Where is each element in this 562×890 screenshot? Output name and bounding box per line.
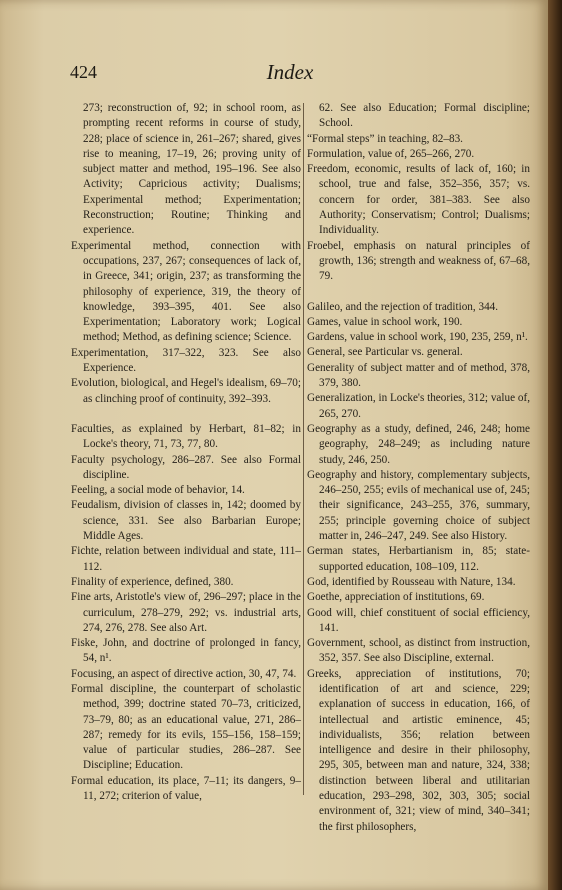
index-entry: Focusing, an aspect of directive action, 30, 47, 74.: [71, 667, 297, 680]
index-entry: Fichte, relation between individual and state, 111–112.: [71, 545, 301, 573]
column-divider: [303, 103, 304, 795]
index-entry: Generalization, in Locke's theories, 312; value of, 265, 270.: [307, 392, 530, 420]
index-column-left: [71, 101, 301, 804]
index-entry: Faculties, as explained by Herbart, 81–82; in Locke's theory, 71, 73, 77, 80.: [71, 422, 301, 451]
index-entry: God, identified by Rousseau with Nature, 134.: [307, 575, 516, 588]
index-entry: Evolution, biological, and Hegel's idealism, 69–70; as clinching proof of continuity, 392–393.: [71, 377, 301, 405]
index-entry: Government, school, as distinct from instruction, 352, 357. See also Discipline, external.: [307, 637, 530, 665]
index-entry: Goethe, appreciation of institutions, 69.: [307, 591, 485, 604]
page-header: [70, 62, 510, 90]
index-entry: 273; reconstruction of, 92; in school room, as prompting recent reforms in course of study, 228; place of science in, 261–267; shared, gives rise to meaning, 17–19, 26; proving unity of subject matter and method, 195–196. See also Activity; Capricious activity; Dualisms; Experimental method; Experimentation; Reconstruction; Routine; Thinking and experience.: [83, 102, 301, 237]
index-entry: Good will, chief constituent of social efficiency, 141.: [307, 606, 530, 634]
index-entry: Froebel, emphasis on natural principles of growth, 136; strength and weakness of, 67–68, 79.: [307, 239, 530, 283]
page-number: 424: [70, 62, 97, 82]
index-entry: Formulation, value of, 265–266, 270.: [307, 147, 475, 160]
index-entry: Faculty psychology, 286–287. See also Formal discipline.: [71, 453, 301, 481]
index-entry: Finality of experience, defined, 380.: [71, 575, 234, 588]
index-entry: General, see Particular vs. general.: [307, 346, 463, 359]
running-title: Index: [266, 60, 314, 84]
index-column-right: [307, 101, 530, 835]
index-entry: Fine arts, Aristotle's view of, 296–297; place in the curriculum, 278–279, 292; vs. industrial arts, 274, 276, 278. See also Art.: [71, 591, 301, 634]
index-entry: Greeks, appreciation of institutions, 70; identification of art and science, 229; explanation of success in education, 166, of intellectual and artistic eminence, 45; individualists, 356; relation between intelligence and desire in their philosophy, 295, 305, between man and nature, 324, 338; distinction between liberal and utilitarian education, 293–298, 302, 303, 305; social environment of, 321; view of mind, 340–341; the first philosophers,: [307, 667, 530, 833]
index-entry: Geography as a study, defined, 246, 248; home geography, 248–249; as including nature study, 246, 250.: [307, 422, 530, 466]
index-entry: Feudalism, division of classes in, 142; doomed by science, 331. See also Barbarian Europe; Middle Ages.: [71, 499, 301, 543]
index-entry: Games, value in school work, 190.: [307, 315, 463, 328]
index-entry: Freedom, economic, results of lack of, 160; in school, true and false, 352–356, 357; vs. concern for order, 381–383. See also Authority; Conservatism; Control; Dualisms; Individuality.: [307, 163, 530, 237]
index-entry: Formal education, its place, 7–11; its dangers, 9–11, 272; criterion of value,: [71, 774, 301, 803]
index-entry: Geography and history, complementary subjects, 246–250, 255; evils of mechanical use of, 245; their significance, 243–255, 376, summary, 255; principle governing choice of subject matter in, 246–247, 249. See also History.: [307, 468, 530, 543]
index-entry: Formal discipline, the counterpart of scholastic method, 399; doctrine stated 70–73, criticized, 73–79, 80; as an educational value, 271, 286–287; remedy for its evils, 155–156, 158–159; value of particular studies, 286–287. See Discipline; Education.: [71, 682, 301, 772]
index-entry: 62. See also Education; Formal discipline; School.: [319, 102, 530, 130]
index-entry: Fiske, John, and doctrine of prolonged in fancy, 54, n¹.: [71, 637, 301, 665]
index-entry: Experimentation, 317–322, 323. See also Experience.: [71, 346, 301, 375]
index-entry: German states, Herbartianism in, 85; state-supported education, 108–109, 112.: [307, 545, 530, 573]
index-entry: Feeling, a social mode of behavior, 14.: [71, 484, 245, 497]
index-entry: Galileo, and the rejection of tradition, 344.: [307, 300, 499, 313]
index-entry: Experimental method, connection with occupations, 237, 267; consequences of lack of, in Greece, 341; origin, 237; as transforming the philosophy of experience, 319, the theory of knowledge, 393–395, 401. See also Experimentation; Laboratory work; Logical method; Method, as defining science; Science.: [71, 239, 301, 344]
book-spine-edge: [548, 0, 562, 890]
index-entry: Gardens, value in school work, 190, 235, 259, n¹.: [307, 331, 528, 344]
index-entry: Generality of subject matter and of method, 378, 379, 380.: [307, 361, 530, 390]
index-entry: “Formal steps” in teaching, 82–83.: [307, 132, 463, 145]
